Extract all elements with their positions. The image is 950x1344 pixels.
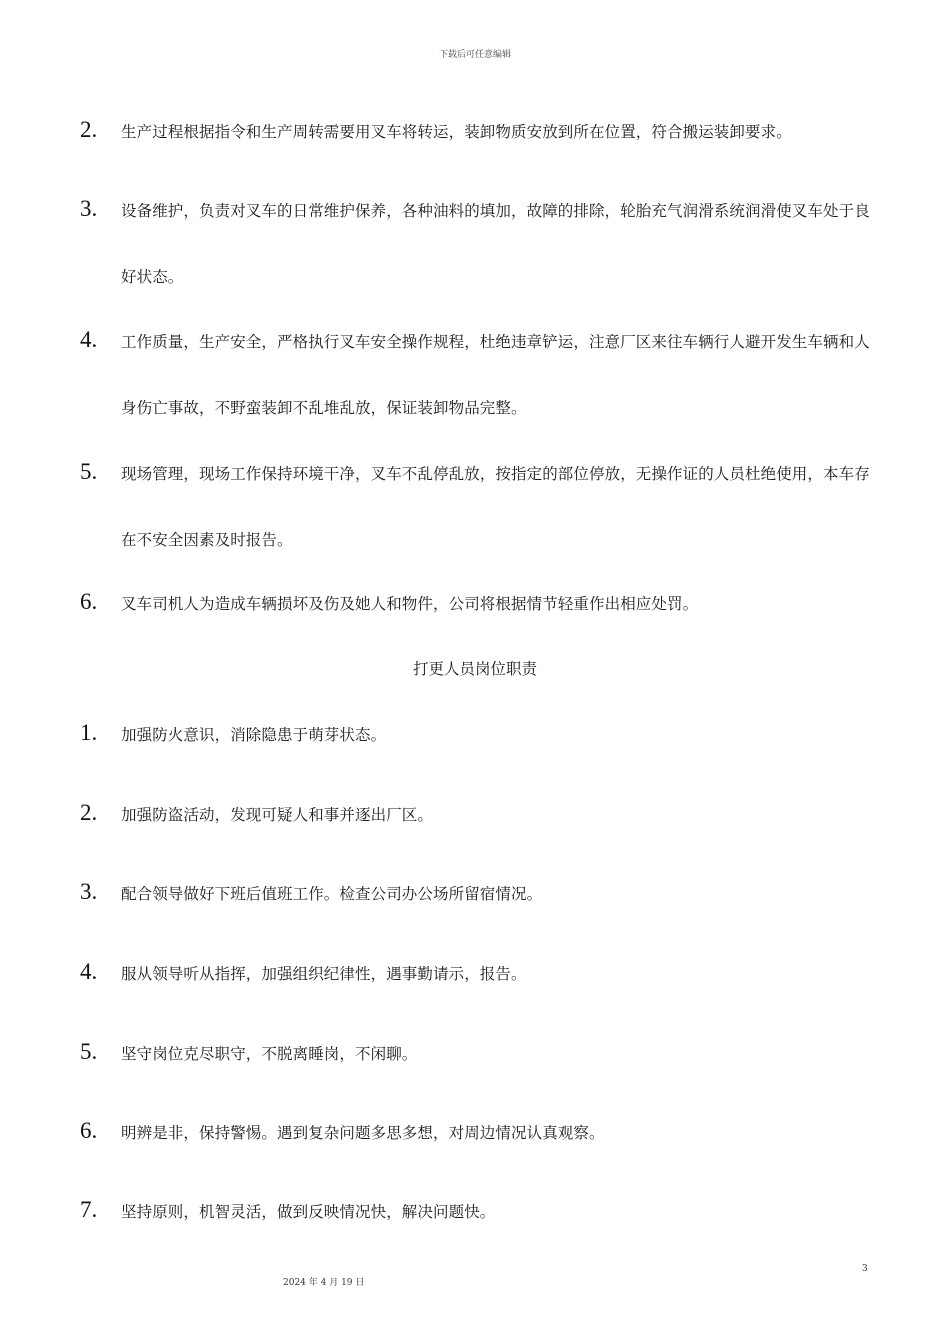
item-number: 7. <box>80 1197 98 1222</box>
item-text: 加强防盗活动，发现可疑人和事并逐出厂区。 <box>121 806 434 824</box>
item-number: 5. <box>80 1039 98 1064</box>
item-text: 坚持原则，机智灵活，做到反映情况快，解决问题快。 <box>121 1203 496 1221</box>
item-text: 设备维护，负责对叉车的日常维护保养，各种油料的填加，故障的排除，轮胎充气润滑系统润滑使叉车处于良好状态。 <box>121 202 870 286</box>
item-text: 坚守岗位克尽职守，不脱离睡岗，不闲聊。 <box>121 1045 418 1063</box>
item-number: 5. <box>80 459 98 484</box>
item-number: 3. <box>80 196 98 221</box>
item-number: 4. <box>80 959 98 984</box>
item-number: 1. <box>80 720 98 745</box>
item-number: 2. <box>80 117 98 142</box>
item-text: 现场管理，现场工作保持环境干净，叉车不乱停乱放，按指定的部位停放，无操作证的人员杜绝使用，本车存在不安全因素及时报告。 <box>121 465 870 549</box>
item-number: 6. <box>80 589 98 614</box>
item-text: 工作质量，生产安全，严格执行叉车安全操作规程，杜绝违章铲运，注意厂区来往车辆行人避开发生车辆和人身伤亡事故，不野蛮装卸不乱堆乱放，保证装卸物品完整。 <box>121 333 870 417</box>
item-number: 4. <box>80 327 98 352</box>
item-text: 配合领导做好下班后值班工作。检查公司办公场所留宿情况。 <box>121 885 543 903</box>
item-text: 叉车司机人为造成车辆损坏及伤及她人和物件，公司将根据情节轻重作出相应处罚。 <box>121 595 699 613</box>
item-text: 生产过程根据指令和生产周转需要用叉车将转运，装卸物质安放到所在位置，符合搬运装卸要求。 <box>121 123 792 141</box>
item-number: 2. <box>80 800 98 825</box>
item-text: 加强防火意识，消除隐患于萌芽状态。 <box>121 726 387 744</box>
page-number: 3 <box>862 1264 868 1274</box>
item-number: 6. <box>80 1118 98 1143</box>
footer-date: 2024 年 4 月 19 日 <box>283 1278 365 1288</box>
item-text: 明辨是非，保持警惕。遇到复杂问题多思多想，对周边情况认真观察。 <box>121 1124 605 1142</box>
item-number: 3. <box>80 879 98 904</box>
section-title: 打更人员岗位职责 <box>412 660 537 678</box>
page-header: 下载后可任意编辑 <box>438 50 511 60</box>
item-text: 服从领导听从指挥，加强组织纪律性，遇事勤请示，报告。 <box>121 965 527 983</box>
